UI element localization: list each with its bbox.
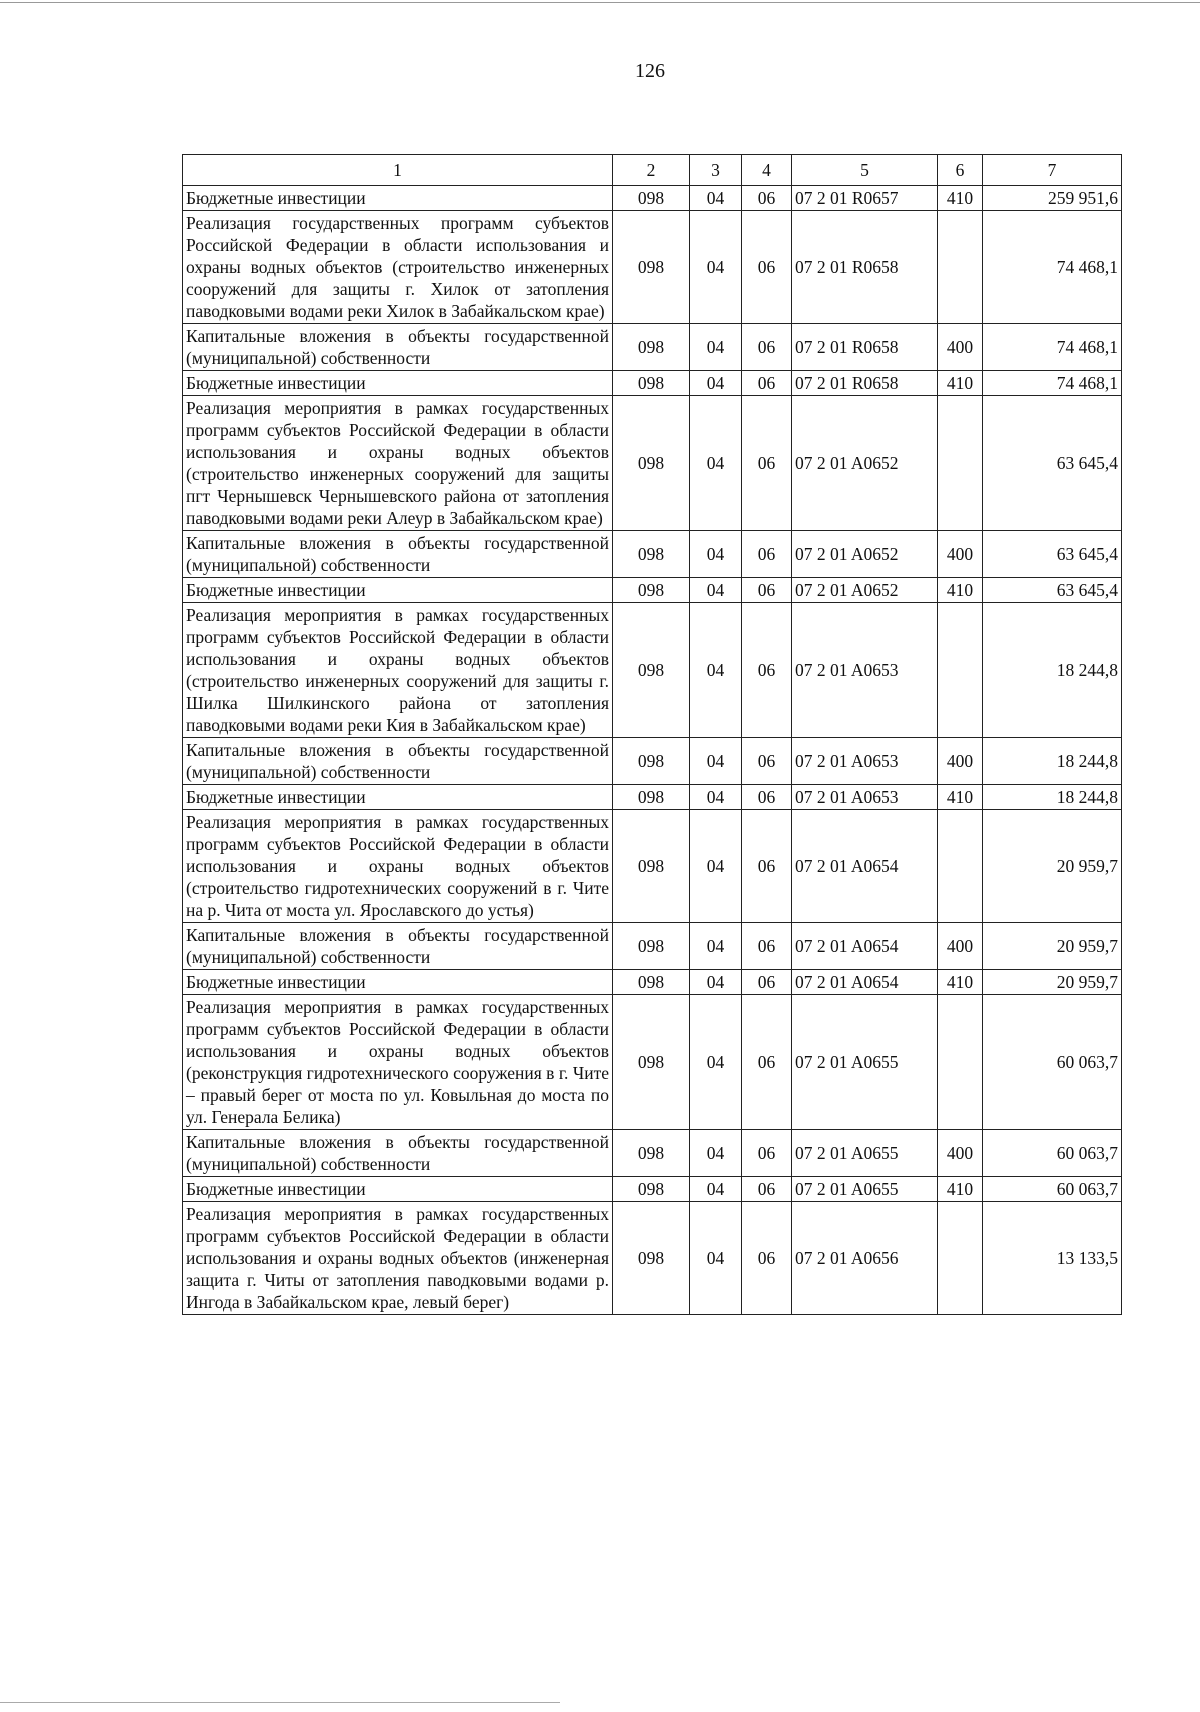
table-row [183, 923, 1122, 970]
cell-admin-code: 098 [613, 211, 690, 324]
cell-target-article: 07 2 01 R0658 [792, 211, 938, 324]
cell-expense-type: 410 [938, 1177, 983, 1202]
cell-expense-type [938, 603, 983, 738]
cell-name: Бюджетные инвестиции [183, 186, 613, 211]
cell-subsection: 06 [742, 1202, 792, 1315]
cell-target-article: 07 2 01 A0654 [792, 810, 938, 923]
column-header-3: 3 [690, 155, 742, 186]
cell-section: 04 [690, 578, 742, 603]
table-row [183, 324, 1122, 371]
cell-expense-type [938, 211, 983, 324]
cell-expense-type [938, 396, 983, 531]
cell-admin-code: 098 [613, 970, 690, 995]
column-header-7: 7 [983, 155, 1122, 186]
cell-target-article: 07 2 01 A0654 [792, 970, 938, 995]
cell-expense-type: 410 [938, 970, 983, 995]
cell-section: 04 [690, 923, 742, 970]
cell-admin-code: 098 [613, 396, 690, 531]
cell-section: 04 [690, 531, 742, 578]
cell-target-article: 07 2 01 A0652 [792, 531, 938, 578]
table-row [183, 396, 1122, 531]
cell-amount: 74 468,1 [983, 324, 1122, 371]
cell-amount: 74 468,1 [983, 371, 1122, 396]
cell-target-article: 07 2 01 A0654 [792, 923, 938, 970]
cell-expense-type: 400 [938, 324, 983, 371]
cell-target-article: 07 2 01 A0655 [792, 995, 938, 1130]
table-row [183, 970, 1122, 995]
cell-subsection: 06 [742, 923, 792, 970]
cell-amount: 20 959,7 [983, 970, 1122, 995]
cell-admin-code: 098 [613, 324, 690, 371]
cell-target-article: 07 2 01 R0657 [792, 186, 938, 211]
cell-name: Реализация мероприятия в рамках государственных программ субъектов Российской Федерации в области использования и охраны водных объектов (строительство инженерных сооружений для защиты пгт Чернышевск Чернышевского района от затопления паводковыми водами реки Алеур в Забайкальском крае) [183, 396, 613, 531]
table-row [183, 531, 1122, 578]
cell-subsection: 06 [742, 371, 792, 396]
cell-expense-type [938, 995, 983, 1130]
cell-amount: 259 951,6 [983, 186, 1122, 211]
page-number: 126 [635, 60, 665, 82]
cell-name: Реализация мероприятия в рамках государственных программ субъектов Российской Федерации в области использования и охраны водных объектов (реконструкция гидротехнического сооружения в г. Чите – правый берег от моста по ул. Ковыльная до моста по ул. Генерала Белика) [183, 995, 613, 1130]
cell-admin-code: 098 [613, 371, 690, 396]
column-header-5: 5 [792, 155, 938, 186]
cell-section: 04 [690, 324, 742, 371]
cell-section: 04 [690, 810, 742, 923]
cell-subsection: 06 [742, 603, 792, 738]
cell-target-article: 07 2 01 A0653 [792, 785, 938, 810]
cell-expense-type: 400 [938, 923, 983, 970]
cell-target-article: 07 2 01 A0655 [792, 1130, 938, 1177]
table-row [183, 371, 1122, 396]
cell-subsection: 06 [742, 531, 792, 578]
cell-target-article: 07 2 01 A0652 [792, 578, 938, 603]
table-row [183, 578, 1122, 603]
column-header-4: 4 [742, 155, 792, 186]
cell-expense-type: 400 [938, 738, 983, 785]
cell-name: Капитальные вложения в объекты государственной (муниципальной) собственности [183, 738, 613, 785]
cell-admin-code: 098 [613, 578, 690, 603]
cell-target-article: 07 2 01 A0655 [792, 1177, 938, 1202]
cell-admin-code: 098 [613, 603, 690, 738]
cell-subsection: 06 [742, 211, 792, 324]
cell-target-article: 07 2 01 A0652 [792, 396, 938, 531]
cell-amount: 63 645,4 [983, 578, 1122, 603]
cell-target-article: 07 2 01 A0653 [792, 738, 938, 785]
cell-admin-code: 098 [613, 186, 690, 211]
column-header-6: 6 [938, 155, 983, 186]
table-header [183, 155, 1122, 186]
cell-subsection: 06 [742, 970, 792, 995]
cell-target-article: 07 2 01 R0658 [792, 371, 938, 396]
table-row [183, 738, 1122, 785]
table-row [183, 995, 1122, 1130]
cell-name: Капитальные вложения в объекты государственной (муниципальной) собственности [183, 923, 613, 970]
cell-admin-code: 098 [613, 1177, 690, 1202]
cell-section: 04 [690, 211, 742, 324]
cell-amount: 63 645,4 [983, 396, 1122, 531]
cell-amount: 63 645,4 [983, 531, 1122, 578]
cell-expense-type: 410 [938, 578, 983, 603]
cell-section: 04 [690, 785, 742, 810]
cell-admin-code: 098 [613, 738, 690, 785]
column-header-1: 1 [183, 155, 613, 186]
cell-name: Бюджетные инвестиции [183, 970, 613, 995]
cell-name: Бюджетные инвестиции [183, 785, 613, 810]
cell-name: Бюджетные инвестиции [183, 578, 613, 603]
cell-section: 04 [690, 186, 742, 211]
cell-name: Капитальные вложения в объекты государственной (муниципальной) собственности [183, 531, 613, 578]
cell-section: 04 [690, 995, 742, 1130]
table-row [183, 810, 1122, 923]
table-body [183, 186, 1122, 1315]
table-row [183, 186, 1122, 211]
cell-section: 04 [690, 1130, 742, 1177]
cell-name: Реализация государственных программ субъектов Российской Федерации в области использования и охраны водных объектов (строительство инженерных сооружений для защиты г. Хилок от затопления паводковыми водами реки Хилок в Забайкальском крае) [183, 211, 613, 324]
cell-amount: 20 959,7 [983, 810, 1122, 923]
table-row [183, 211, 1122, 324]
cell-section: 04 [690, 396, 742, 531]
cell-expense-type: 400 [938, 1130, 983, 1177]
cell-subsection: 06 [742, 324, 792, 371]
cell-name: Капитальные вложения в объекты государственной (муниципальной) собственности [183, 1130, 613, 1177]
cell-subsection: 06 [742, 1130, 792, 1177]
cell-name: Бюджетные инвестиции [183, 371, 613, 396]
cell-expense-type: 410 [938, 785, 983, 810]
scan-border-bottom [0, 1702, 560, 1703]
cell-name: Бюджетные инвестиции [183, 1177, 613, 1202]
cell-section: 04 [690, 603, 742, 738]
cell-subsection: 06 [742, 396, 792, 531]
scan-border-top [0, 2, 1200, 3]
cell-name: Капитальные вложения в объекты государственной (муниципальной) собственности [183, 324, 613, 371]
cell-name: Реализация мероприятия в рамках государственных программ субъектов Российской Федерации в области использования и охраны водных объектов (строительство гидротехнических сооружений в г. Чите на р. Чита от моста ул. Ярославского до устья) [183, 810, 613, 923]
cell-admin-code: 098 [613, 785, 690, 810]
cell-expense-type: 410 [938, 371, 983, 396]
cell-section: 04 [690, 970, 742, 995]
cell-admin-code: 098 [613, 810, 690, 923]
cell-expense-type: 400 [938, 531, 983, 578]
cell-expense-type: 410 [938, 186, 983, 211]
cell-subsection: 06 [742, 578, 792, 603]
cell-expense-type [938, 1202, 983, 1315]
cell-section: 04 [690, 371, 742, 396]
table-row [183, 603, 1122, 738]
cell-amount: 13 133,5 [983, 1202, 1122, 1315]
cell-target-article: 07 2 01 R0658 [792, 324, 938, 371]
cell-subsection: 06 [742, 1177, 792, 1202]
cell-amount: 60 063,7 [983, 1177, 1122, 1202]
cell-amount: 60 063,7 [983, 995, 1122, 1130]
cell-expense-type [938, 810, 983, 923]
cell-subsection: 06 [742, 995, 792, 1130]
cell-admin-code: 098 [613, 995, 690, 1130]
table-row [183, 1130, 1122, 1177]
column-header-2: 2 [613, 155, 690, 186]
header-row [183, 155, 1122, 186]
cell-amount: 74 468,1 [983, 211, 1122, 324]
table-row [183, 1177, 1122, 1202]
cell-admin-code: 098 [613, 1202, 690, 1315]
cell-section: 04 [690, 738, 742, 785]
cell-subsection: 06 [742, 785, 792, 810]
cell-amount: 18 244,8 [983, 738, 1122, 785]
table-row [183, 785, 1122, 810]
cell-admin-code: 098 [613, 1130, 690, 1177]
cell-amount: 60 063,7 [983, 1130, 1122, 1177]
cell-amount: 18 244,8 [983, 603, 1122, 738]
cell-subsection: 06 [742, 810, 792, 923]
cell-amount: 20 959,7 [983, 923, 1122, 970]
cell-subsection: 06 [742, 738, 792, 785]
cell-subsection: 06 [742, 186, 792, 211]
cell-name: Реализация мероприятия в рамках государственных программ субъектов Российской Федерации в области использования и охраны водных объектов (строительство инженерных сооружений для защиты г. Шилка Шилкинского района от затопления паводковыми водами реки Кия в Забайкальском крае) [183, 603, 613, 738]
cell-admin-code: 098 [613, 923, 690, 970]
cell-section: 04 [690, 1202, 742, 1315]
cell-admin-code: 098 [613, 531, 690, 578]
table-row [183, 1202, 1122, 1315]
cell-section: 04 [690, 1177, 742, 1202]
cell-target-article: 07 2 01 A0656 [792, 1202, 938, 1315]
cell-name: Реализация мероприятия в рамках государственных программ субъектов Российской Федерации в области использования и охраны водных объектов (инженерная защита г. Читы от затопления паводковыми водами р. Ингода в Забайкальском крае, левый берег) [183, 1202, 613, 1315]
budget-table [182, 154, 1122, 1315]
cell-target-article: 07 2 01 A0653 [792, 603, 938, 738]
cell-amount: 18 244,8 [983, 785, 1122, 810]
